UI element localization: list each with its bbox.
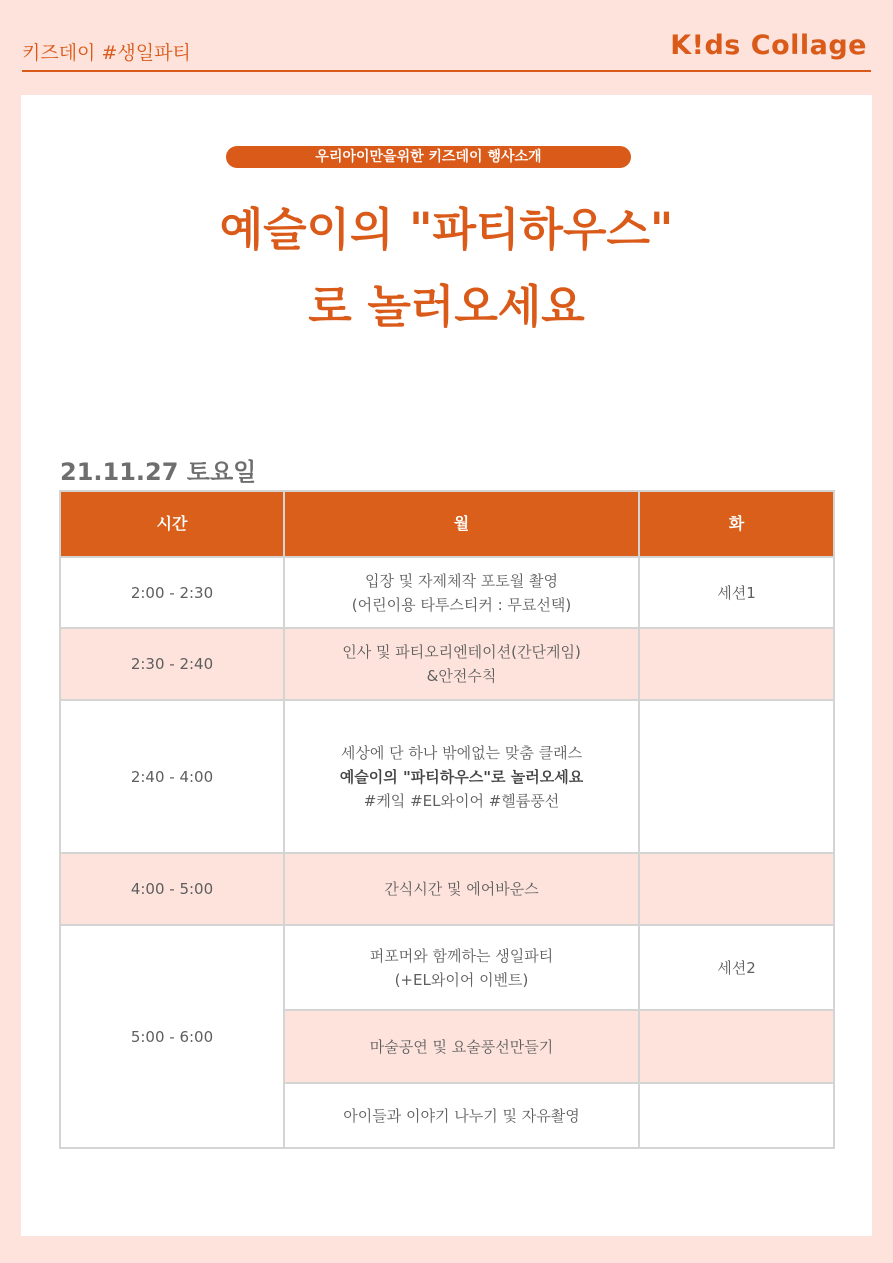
activity-cell: 마술공연 및 요술풍선만들기 bbox=[284, 1010, 639, 1083]
headline-line2: 로 놀러오세요 bbox=[308, 280, 585, 333]
session-cell: 세션1 bbox=[639, 557, 834, 628]
activity-cell bbox=[284, 700, 639, 853]
column-header-mon: 월 bbox=[284, 491, 639, 557]
activity-cell bbox=[284, 925, 639, 1010]
session-cell bbox=[639, 1010, 834, 1083]
activity-cell bbox=[284, 557, 639, 628]
table-row bbox=[60, 700, 834, 853]
table-row bbox=[60, 925, 834, 1010]
activity-hashtags: #케잌 #EL와이어 #헬륨풍선 bbox=[363, 791, 560, 810]
content-card bbox=[21, 95, 872, 1236]
header-tag: 키즈데이 #생일파티 bbox=[22, 42, 191, 64]
activity-text: (어린이용 타투스티커 : 무료선택) bbox=[351, 595, 572, 614]
session-cell bbox=[639, 853, 834, 925]
table-row bbox=[60, 557, 834, 628]
activity-text: 입장 및 자제체작 포토월 촬영 bbox=[365, 571, 558, 590]
session-cell bbox=[639, 700, 834, 853]
brand-logo: K!ds Collage bbox=[670, 30, 867, 61]
time-cell: 2:00 - 2:30 bbox=[60, 557, 284, 628]
schedule-table bbox=[59, 490, 835, 1149]
activity-text: 세상에 단 하나 밖에없는 맞춤 클래스 bbox=[340, 743, 583, 762]
activity-text-emphasis: 예슬이의 "파티하우스"로 놀러오세요 bbox=[339, 767, 584, 786]
headline-line1: 예슬이의 "파티하우스" bbox=[219, 203, 674, 256]
session-cell bbox=[639, 628, 834, 700]
table-row bbox=[60, 853, 834, 925]
column-header-tue: 화 bbox=[639, 491, 834, 557]
activity-cell bbox=[284, 628, 639, 700]
session-cell bbox=[639, 1083, 834, 1148]
table-header-row bbox=[60, 491, 834, 557]
header-divider bbox=[22, 70, 871, 72]
activity-text: 인사 및 파티오리엔테이션(간단게임) bbox=[342, 643, 581, 661]
time-cell: 4:00 - 5:00 bbox=[60, 853, 284, 925]
table-row bbox=[60, 628, 834, 700]
time-cell: 2:30 - 2:40 bbox=[60, 628, 284, 700]
activity-cell: 아이들과 이야기 나누기 및 자유촬영 bbox=[284, 1083, 639, 1148]
time-cell: 2:40 - 4:00 bbox=[60, 700, 284, 853]
activity-text: &안전수칙 bbox=[426, 667, 497, 685]
intro-pill: 우리아이만을위한 키즈데이 행사소개 bbox=[226, 146, 631, 168]
activity-text: (+EL와이어 이벤트) bbox=[394, 970, 529, 989]
event-date: 21.11.27 토요일 bbox=[60, 458, 257, 486]
activity-cell: 간식시간 및 에어바운스 bbox=[284, 853, 639, 925]
activity-text: 퍼포머와 함께하는 생일파티 bbox=[369, 946, 554, 965]
column-header-time: 시간 bbox=[60, 491, 284, 557]
time-cell: 5:00 - 6:00 bbox=[60, 925, 284, 1148]
session-cell: 세션2 bbox=[639, 925, 834, 1010]
